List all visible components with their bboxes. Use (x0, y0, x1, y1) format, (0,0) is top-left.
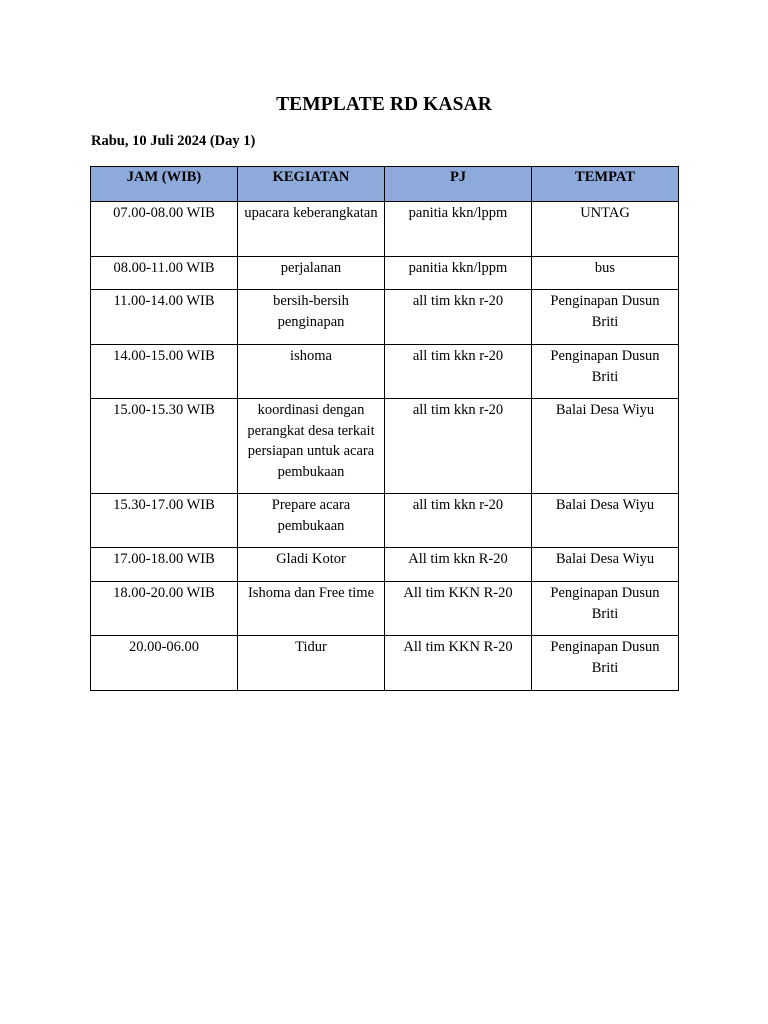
cell-jam (91, 202, 238, 257)
cell-jam-text: 15.30-17.00 WIB (113, 497, 215, 513)
cell-tempat-text: UNTAG (580, 205, 630, 221)
cell-jam (91, 494, 238, 548)
cell-jam-text: 08.00-11.00 WIB (113, 260, 215, 276)
cell-jam-text: 14.00-15.00 WIB (113, 348, 215, 364)
cell-jam-text: 18.00-20.00 WIB (113, 585, 215, 601)
cell-kegiatan (238, 202, 385, 257)
cell-jam-text: 11.00-14.00 WIB (113, 293, 215, 309)
table-row (91, 202, 679, 257)
document-title: TEMPLATE RD KASAR (276, 94, 492, 115)
cell-pj-text: all tim kkn r-20 (412, 402, 504, 418)
table-row (91, 257, 679, 290)
table-row (91, 582, 679, 636)
cell-tempat (532, 636, 679, 691)
cell-kegiatan-text: Ishoma dan Free time (247, 585, 375, 601)
cell-tempat (532, 345, 679, 399)
cell-pj-text: all tim kkn r-20 (412, 348, 504, 364)
cell-tempat (532, 290, 679, 345)
cell-tempat-text: Balai Desa Wiyu (555, 402, 655, 418)
cell-jam-text: 15.00-15.30 WIB (113, 402, 215, 418)
cell-pj (385, 548, 532, 582)
cell-pj (385, 345, 532, 399)
header-kegiatan: KEGIATAN (238, 167, 385, 202)
cell-kegiatan-text: Prepare acara pembukaan (271, 497, 351, 534)
cell-kegiatan-text: bersih-bersih penginapan (273, 293, 349, 330)
cell-tempat (532, 399, 679, 494)
header-tempat: TEMPAT (532, 167, 679, 202)
cell-pj-text: All tim kkn R-20 (408, 551, 508, 567)
cell-pj-text: panitia kkn/lppm (408, 260, 508, 276)
cell-jam (91, 257, 238, 290)
cell-jam (91, 399, 238, 494)
cell-kegiatan (238, 345, 385, 399)
table-row (91, 290, 679, 345)
cell-jam (91, 290, 238, 345)
cell-kegiatan (238, 257, 385, 290)
cell-kegiatan (238, 494, 385, 548)
cell-kegiatan-text: upacara keberangkatan (244, 205, 378, 221)
cell-tempat-text: bus (594, 260, 616, 276)
header-jam: JAM (WIB) (91, 167, 238, 202)
table-row (91, 548, 679, 582)
cell-jam (91, 582, 238, 636)
schedule-table (90, 166, 679, 691)
cell-kegiatan-text: Tidur (295, 639, 327, 655)
cell-kegiatan (238, 290, 385, 345)
cell-pj (385, 494, 532, 548)
table-row (91, 399, 679, 494)
cell-jam-text: 07.00-08.00 WIB (113, 205, 215, 221)
cell-pj-text: All tim KKN R-20 (403, 585, 513, 601)
cell-jam (91, 548, 238, 582)
table-row (91, 345, 679, 399)
cell-tempat-text: Balai Desa Wiyu (555, 497, 655, 513)
cell-pj (385, 636, 532, 691)
cell-pj-text: all tim kkn r-20 (412, 497, 504, 513)
cell-tempat (532, 494, 679, 548)
cell-kegiatan (238, 636, 385, 691)
cell-tempat (532, 548, 679, 582)
cell-tempat-text: Penginapan Dusun Briti (550, 293, 660, 330)
cell-pj-text: panitia kkn/lppm (408, 205, 508, 221)
table-row (91, 636, 679, 691)
cell-tempat-text: Balai Desa Wiyu (555, 551, 655, 567)
document-date: Rabu, 10 Juli 2024 (Day 1) (91, 133, 256, 149)
cell-tempat-text: Penginapan Dusun Briti (550, 639, 660, 676)
cell-tempat (532, 582, 679, 636)
cell-kegiatan-text: perjalanan (280, 260, 342, 276)
cell-tempat-text: Penginapan Dusun Briti (550, 585, 660, 622)
cell-pj (385, 582, 532, 636)
cell-kegiatan (238, 582, 385, 636)
cell-kegiatan-text: ishoma (290, 348, 332, 364)
cell-tempat (532, 202, 679, 257)
cell-jam (91, 345, 238, 399)
cell-kegiatan (238, 548, 385, 582)
cell-kegiatan-text: Gladi Kotor (276, 551, 346, 567)
table-header-row (91, 167, 679, 202)
cell-tempat-text: Penginapan Dusun Briti (550, 348, 660, 385)
cell-pj (385, 257, 532, 290)
header-pj: PJ (385, 167, 532, 202)
cell-pj-text: all tim kkn r-20 (412, 293, 504, 309)
cell-kegiatan (238, 399, 385, 494)
cell-pj-text: All tim KKN R-20 (403, 639, 513, 655)
cell-pj (385, 290, 532, 345)
table-row (91, 494, 679, 548)
cell-kegiatan-text: koordinasi dengan perangkat desa terkait persiapan untuk acara pembukaan (247, 402, 375, 480)
cell-pj (385, 202, 532, 257)
cell-jam-text: 17.00-18.00 WIB (113, 551, 215, 567)
cell-jam (91, 636, 238, 691)
cell-pj (385, 399, 532, 494)
cell-jam-text: 20.00-06.00 (128, 639, 200, 655)
cell-tempat (532, 257, 679, 290)
